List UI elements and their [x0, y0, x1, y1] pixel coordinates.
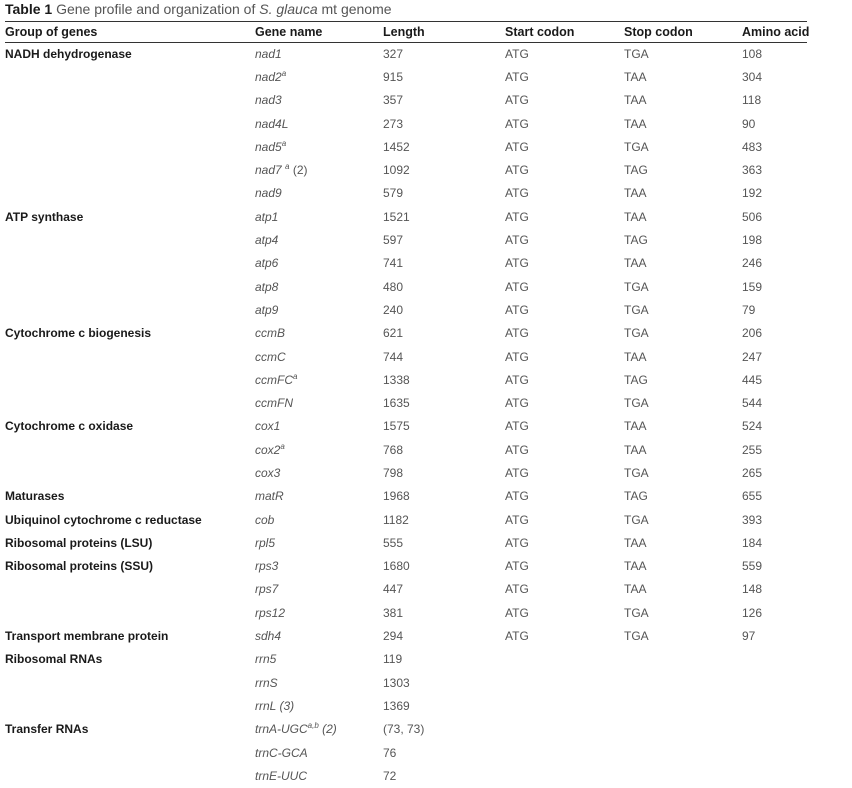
gene-name: atp6	[255, 256, 279, 271]
length-cell: 1521	[383, 209, 410, 224]
gene-name: nad9	[255, 186, 282, 201]
group-cell: ATP synthase	[5, 209, 84, 224]
gene-footnote-marker: a	[285, 162, 290, 172]
group-cell	[5, 671, 255, 694]
stop-codon-cell: TGA	[624, 279, 649, 294]
stop-codon-cell: TGA	[624, 605, 649, 620]
length-cell: 381	[383, 605, 404, 620]
amino-acid-cell: 445	[742, 372, 763, 387]
amino-acid-cell: 118	[742, 93, 762, 108]
length-cell: 1303	[383, 675, 410, 690]
group-cell: Transport membrane protein	[5, 629, 169, 644]
amino-acid-cell: 206	[742, 326, 763, 341]
table-row	[5, 461, 807, 484]
stop-codon-cell: TAA	[624, 349, 647, 364]
length-cell: 1575	[383, 419, 410, 434]
stop-codon-cell	[624, 648, 742, 671]
gene-copy-note: (3)	[276, 698, 295, 713]
group-cell: Transfer RNAs	[5, 722, 89, 737]
gene-name-cell	[255, 391, 383, 414]
gene-name: nad5	[255, 139, 282, 154]
gene-name: rps12	[255, 605, 286, 620]
start-codon-cell	[505, 694, 624, 717]
start-codon-cell: ATG	[505, 582, 529, 597]
start-codon-cell: ATG	[505, 559, 529, 574]
column-header-start-codon: Start codon	[505, 25, 575, 39]
gene-name-cell	[255, 601, 383, 624]
gene-copy-note: (2)	[289, 163, 308, 178]
amino-acid-cell: 148	[742, 582, 763, 597]
table-header-row	[5, 22, 807, 42]
start-codon-cell: ATG	[505, 46, 529, 61]
length-cell: 76	[383, 745, 397, 760]
amino-acid-cell	[742, 718, 807, 741]
start-codon-cell: ATG	[505, 442, 529, 457]
group-cell: Cytochrome c oxidase	[5, 419, 134, 434]
length-cell: 273	[383, 116, 404, 131]
group-cell	[5, 65, 255, 88]
table-row	[5, 158, 807, 181]
length-cell: 1635	[383, 396, 410, 411]
start-codon-cell: ATG	[505, 116, 529, 131]
column-header-length: Length	[383, 25, 425, 39]
table-row	[5, 112, 807, 135]
gene-name: rps7	[255, 582, 279, 597]
gene-name-cell	[255, 275, 383, 298]
start-codon-cell: ATG	[505, 489, 529, 504]
stop-codon-cell: TAA	[624, 582, 647, 597]
length-cell: 1338	[383, 372, 410, 387]
start-codon-cell: ATG	[505, 349, 529, 364]
length-cell: 768	[383, 442, 404, 457]
gene-name-cell	[255, 89, 383, 112]
group-cell	[5, 298, 255, 321]
table-row	[5, 508, 807, 531]
gene-name-cell	[255, 671, 383, 694]
table-row	[5, 368, 807, 391]
gene-name: rrn5	[255, 652, 277, 667]
group-cell	[5, 601, 255, 624]
length-cell: 240	[383, 302, 404, 317]
table-label: Table 1	[5, 1, 53, 17]
length-cell: 621	[383, 326, 404, 341]
start-codon-cell: ATG	[505, 605, 529, 620]
gene-name: nad2	[255, 69, 282, 84]
start-codon-cell: ATG	[505, 279, 529, 294]
table-row	[5, 391, 807, 414]
stop-codon-cell: TAA	[624, 186, 647, 201]
gene-name-cell	[255, 648, 383, 671]
gene-name: ccmC	[255, 349, 286, 364]
table-row	[5, 415, 807, 438]
table-caption	[5, 1, 392, 17]
amino-acid-cell: 97	[742, 629, 756, 644]
table-row	[5, 485, 807, 508]
group-cell	[5, 391, 255, 414]
gene-name: atp8	[255, 279, 279, 294]
group-cell: Ribosomal proteins (LSU)	[5, 535, 153, 550]
group-cell: NADH dehydrogenase	[5, 46, 132, 61]
gene-name: nad1	[255, 46, 282, 61]
amino-acid-cell	[742, 694, 807, 717]
length-cell: 480	[383, 279, 404, 294]
table-row	[5, 578, 807, 601]
stop-codon-cell	[624, 741, 742, 764]
stop-codon-cell: TGA	[624, 139, 649, 154]
start-codon-cell: ATG	[505, 69, 529, 84]
gene-name: ccmFC	[255, 372, 293, 387]
stop-codon-cell: TGA	[624, 512, 649, 527]
gene-name: atp9	[255, 302, 279, 317]
group-cell: Cytochrome c biogenesis	[5, 326, 152, 341]
table-row	[5, 205, 807, 228]
stop-codon-cell: TGA	[624, 326, 649, 341]
length-cell: 1092	[383, 163, 410, 178]
table-row	[5, 228, 807, 251]
amino-acid-cell: 192	[742, 186, 763, 201]
gene-name-cell	[255, 718, 383, 741]
column-header-gene-name: Gene name	[255, 25, 323, 39]
table-row	[5, 694, 807, 717]
length-cell: 1680	[383, 559, 410, 574]
gene-name-cell	[255, 764, 383, 787]
gene-name-cell	[255, 368, 383, 391]
start-codon-cell: ATG	[505, 93, 529, 108]
start-codon-cell	[505, 671, 624, 694]
start-codon-cell: ATG	[505, 139, 529, 154]
start-codon-cell: ATG	[505, 302, 529, 317]
length-cell: 72	[383, 768, 397, 783]
gene-name: cox2	[255, 442, 281, 457]
gene-name: cox3	[255, 465, 281, 480]
table-row	[5, 764, 807, 787]
stop-codon-cell: TAA	[624, 209, 647, 224]
stop-codon-cell: TGA	[624, 629, 649, 644]
amino-acid-cell: 363	[742, 163, 763, 178]
column-header-amino-acid: Amino acid	[742, 25, 810, 39]
gene-name: cob	[255, 512, 275, 527]
amino-acid-cell: 126	[742, 605, 763, 620]
gene-name: nad3	[255, 93, 282, 108]
start-codon-cell: ATG	[505, 535, 529, 550]
gene-name-cell	[255, 65, 383, 88]
group-cell	[5, 158, 255, 181]
group-cell	[5, 578, 255, 601]
gene-name-cell	[255, 531, 383, 554]
amino-acid-cell: 265	[742, 465, 763, 480]
caption-species: S. glauca	[259, 1, 318, 17]
table-row	[5, 438, 807, 461]
stop-codon-cell: TAA	[624, 419, 647, 434]
stop-codon-cell	[624, 694, 742, 717]
group-cell	[5, 135, 255, 158]
length-cell: 597	[383, 233, 404, 248]
group-cell: Maturases	[5, 489, 65, 504]
start-codon-cell: ATG	[505, 163, 529, 178]
table-row	[5, 275, 807, 298]
stop-codon-cell	[624, 718, 742, 741]
amino-acid-cell: 393	[742, 512, 763, 527]
stop-codon-cell: TAG	[624, 233, 648, 248]
start-codon-cell: ATG	[505, 326, 529, 341]
gene-footnote-marker: a	[281, 68, 287, 78]
gene-name-cell	[255, 694, 383, 717]
amino-acid-cell	[742, 648, 807, 671]
group-cell: Ubiquinol cytochrome c reductase	[5, 512, 202, 527]
table-row	[5, 531, 807, 554]
stop-codon-cell: TAG	[624, 163, 648, 178]
gene-name-cell	[255, 228, 383, 251]
amino-acid-cell: 159	[742, 279, 763, 294]
gene-copy-note: (2)	[318, 722, 337, 737]
gene-name: cox1	[255, 419, 281, 434]
amino-acid-cell: 247	[742, 349, 763, 364]
table-row	[5, 298, 807, 321]
start-codon-cell: ATG	[505, 256, 529, 271]
table-body	[5, 42, 807, 788]
start-codon-cell: ATG	[505, 209, 529, 224]
gene-name-cell	[255, 42, 383, 65]
stop-codon-cell: TAG	[624, 489, 648, 504]
amino-acid-cell: 655	[742, 489, 763, 504]
gene-footnote-marker: a,b	[307, 721, 319, 731]
amino-acid-cell: 559	[742, 559, 763, 574]
amino-acid-cell: 184	[742, 535, 763, 550]
gene-profile-table	[5, 22, 810, 788]
group-cell	[5, 741, 255, 764]
length-cell: 327	[383, 46, 404, 61]
gene-name: rps3	[255, 559, 279, 574]
start-codon-cell: ATG	[505, 372, 529, 387]
table-row	[5, 555, 807, 578]
amino-acid-cell: 544	[742, 396, 763, 411]
group-cell	[5, 764, 255, 787]
group-cell	[5, 368, 255, 391]
table-row	[5, 135, 807, 158]
caption-text-before: Gene profile and organization of	[52, 1, 260, 17]
amino-acid-cell	[742, 671, 807, 694]
group-cell	[5, 182, 255, 205]
start-codon-cell	[505, 648, 624, 671]
column-header-group: Group of genes	[5, 25, 98, 39]
gene-name-cell	[255, 741, 383, 764]
table-row	[5, 89, 807, 112]
length-cell: 798	[383, 465, 404, 480]
table-row	[5, 345, 807, 368]
gene-name-cell	[255, 485, 383, 508]
gene-name: nad7	[255, 163, 286, 178]
length-cell: 119	[383, 652, 403, 667]
table-row	[5, 718, 807, 741]
amino-acid-cell: 108	[742, 46, 763, 61]
gene-name: rrnS	[255, 675, 278, 690]
gene-name: trnE-UUC	[255, 768, 308, 783]
length-cell: 1182	[383, 512, 409, 527]
amino-acid-cell: 524	[742, 419, 763, 434]
length-cell: 1369	[383, 698, 410, 713]
group-cell: Ribosomal proteins (SSU)	[5, 559, 154, 574]
group-cell	[5, 461, 255, 484]
start-codon-cell: ATG	[505, 396, 529, 411]
table-row	[5, 671, 807, 694]
stop-codon-cell: TGA	[624, 396, 649, 411]
length-cell: 915	[383, 69, 404, 84]
length-cell: 294	[383, 629, 404, 644]
gene-name-cell	[255, 322, 383, 345]
length-cell: 555	[383, 535, 404, 550]
table-row	[5, 65, 807, 88]
stop-codon-cell: TGA	[624, 46, 649, 61]
gene-name-cell	[255, 438, 383, 461]
gene-name-cell	[255, 624, 383, 647]
column-header-stop-codon: Stop codon	[624, 25, 693, 39]
gene-name: trnA-UGC	[255, 722, 308, 737]
length-cell: 579	[383, 186, 404, 201]
start-codon-cell: ATG	[505, 512, 529, 527]
length-cell: 1968	[383, 489, 410, 504]
start-codon-cell: ATG	[505, 186, 529, 201]
length-cell: 447	[383, 582, 404, 597]
gene-name: nad4L	[255, 116, 289, 131]
caption-text-after: mt genome	[317, 1, 392, 17]
gene-name-cell	[255, 182, 383, 205]
gene-name-cell	[255, 158, 383, 181]
stop-codon-cell: TGA	[624, 302, 649, 317]
amino-acid-cell: 483	[742, 139, 763, 154]
start-codon-cell: ATG	[505, 629, 529, 644]
stop-codon-cell: TAA	[624, 535, 647, 550]
table-row	[5, 252, 807, 275]
amino-acid-cell	[742, 764, 807, 787]
stop-codon-cell: TAA	[624, 116, 647, 131]
table-row	[5, 741, 807, 764]
length-cell: 357	[383, 93, 404, 108]
length-cell: (73, 73)	[383, 722, 425, 737]
amino-acid-cell: 304	[742, 69, 763, 84]
gene-name-cell	[255, 578, 383, 601]
gene-name-cell	[255, 555, 383, 578]
amino-acid-cell: 506	[742, 209, 763, 224]
gene-name: trnC-GCA	[255, 745, 308, 760]
amino-acid-cell	[742, 741, 807, 764]
gene-footnote-marker: a	[281, 138, 287, 148]
group-cell	[5, 438, 255, 461]
stop-codon-cell: TAA	[624, 93, 647, 108]
group-cell: Ribosomal RNAs	[5, 652, 103, 667]
table-row	[5, 624, 807, 647]
gene-name-cell	[255, 345, 383, 368]
gene-name: rrnL	[255, 698, 277, 713]
gene-name-cell	[255, 298, 383, 321]
start-codon-cell	[505, 764, 624, 787]
gene-name: sdh4	[255, 629, 282, 644]
length-cell: 1452	[383, 139, 410, 154]
gene-name-cell	[255, 135, 383, 158]
amino-acid-cell: 255	[742, 442, 763, 457]
gene-footnote-marker: a	[280, 441, 285, 451]
gene-name-cell	[255, 112, 383, 135]
start-codon-cell: ATG	[505, 233, 529, 248]
gene-name: rpl5	[255, 535, 276, 550]
table-row	[5, 42, 807, 65]
stop-codon-cell	[624, 671, 742, 694]
gene-name: ccmB	[255, 326, 285, 341]
start-codon-cell: ATG	[505, 419, 529, 434]
amino-acid-cell: 198	[742, 233, 763, 248]
gene-name: atp4	[255, 233, 279, 248]
stop-codon-cell	[624, 764, 742, 787]
amino-acid-cell: 79	[742, 302, 756, 317]
group-cell	[5, 89, 255, 112]
table-row	[5, 648, 807, 671]
stop-codon-cell: TAA	[624, 559, 647, 574]
start-codon-cell	[505, 741, 624, 764]
amino-acid-cell: 90	[742, 116, 756, 131]
gene-name-cell	[255, 508, 383, 531]
start-codon-cell: ATG	[505, 465, 529, 480]
stop-codon-cell: TGA	[624, 465, 649, 480]
table-row	[5, 182, 807, 205]
group-cell	[5, 275, 255, 298]
length-cell: 744	[383, 349, 404, 364]
group-cell	[5, 252, 255, 275]
gene-name-cell	[255, 252, 383, 275]
stop-codon-cell: TAA	[624, 69, 647, 84]
group-cell	[5, 694, 255, 717]
stop-codon-cell: TAA	[624, 442, 647, 457]
gene-name-cell	[255, 415, 383, 438]
table-row	[5, 322, 807, 345]
length-cell: 741	[383, 256, 404, 271]
gene-name: atp1	[255, 209, 279, 224]
start-codon-cell	[505, 718, 624, 741]
group-cell	[5, 228, 255, 251]
group-cell	[5, 112, 255, 135]
stop-codon-cell: TAA	[624, 256, 647, 271]
gene-name: ccmFN	[255, 396, 293, 411]
table-row	[5, 601, 807, 624]
group-cell	[5, 345, 255, 368]
amino-acid-cell: 246	[742, 256, 763, 271]
gene-name-cell	[255, 461, 383, 484]
stop-codon-cell: TAG	[624, 372, 648, 387]
gene-name: matR	[255, 489, 284, 504]
gene-name-cell	[255, 205, 383, 228]
gene-footnote-marker: a	[293, 371, 298, 381]
